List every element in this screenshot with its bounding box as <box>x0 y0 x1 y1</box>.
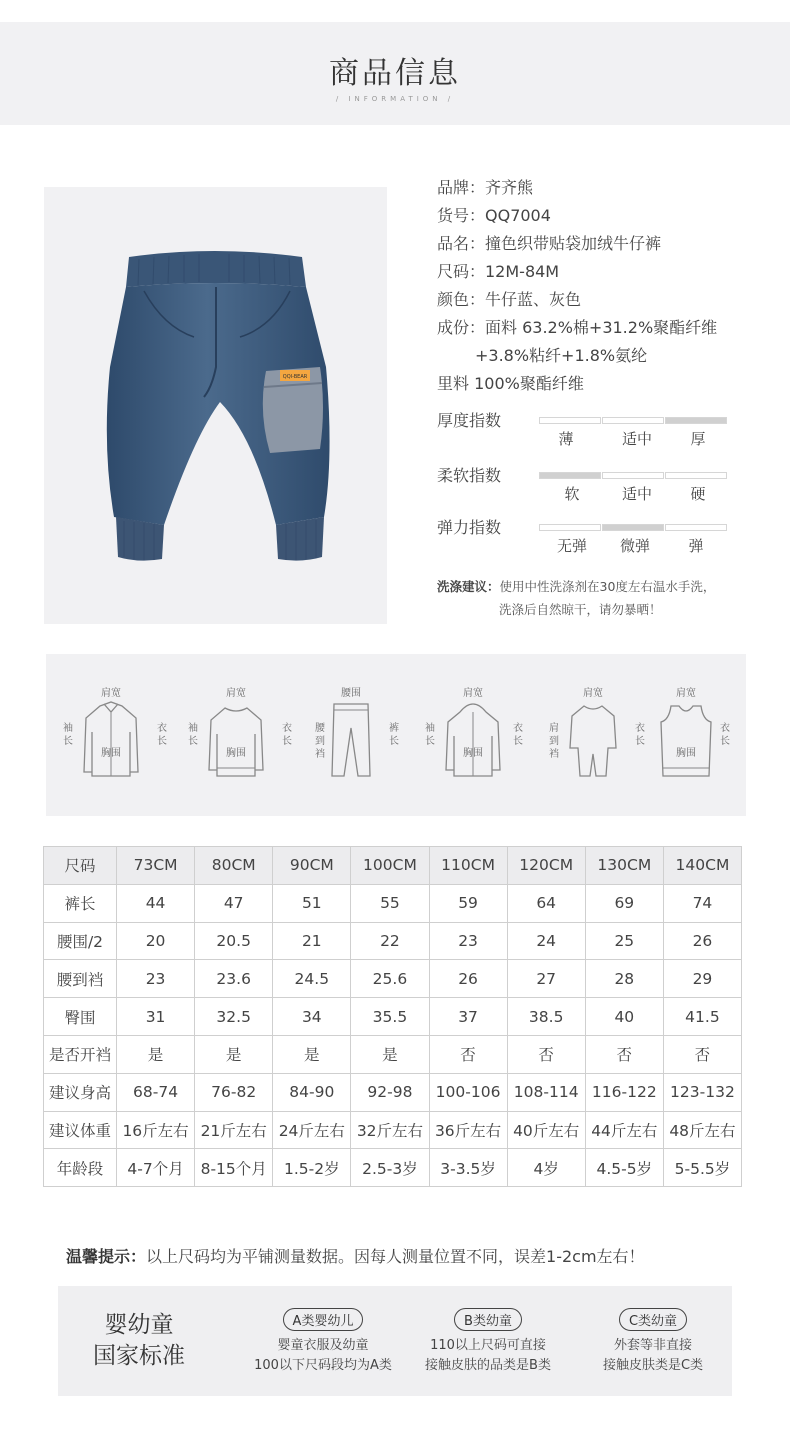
figure-vest <box>631 654 741 816</box>
table-cell: 31 <box>117 998 195 1036</box>
table-cell: 23 <box>117 960 195 998</box>
table-cell: 23.6 <box>195 960 273 998</box>
measurement-guide <box>46 654 746 816</box>
table-cell: 64 <box>507 884 585 922</box>
table-cell: 123-132 <box>663 1073 741 1111</box>
figure-sweater <box>181 654 291 816</box>
index-bar <box>665 472 727 479</box>
index-bar-selected <box>602 524 664 531</box>
figure-center-label: 胸围 <box>676 748 696 759</box>
index-bar <box>602 472 664 479</box>
wash-line2: 洗涤后自然晾干，请勿暴晒！ <box>499 602 662 617</box>
figure-top-label: 肩宽 <box>676 688 696 699</box>
figure-center-label: 胸围 <box>101 748 121 759</box>
table-cell: 建议体重 <box>44 1111 117 1149</box>
class-badge: B类幼童 <box>454 1308 522 1331</box>
figure-right-label: 裤 长 <box>389 723 399 747</box>
figure-shirt <box>56 654 166 816</box>
table-header-cell: 90CM <box>273 847 351 885</box>
brand-patch-text: QQI-BEAR <box>282 374 308 380</box>
table-cell: 38.5 <box>507 998 585 1036</box>
table-row <box>44 960 742 998</box>
table-cell: 34 <box>273 998 351 1036</box>
standard-title <box>80 1310 198 1372</box>
index-option: 适中 <box>621 485 652 503</box>
table-row <box>44 922 742 960</box>
table-cell: 23 <box>429 922 507 960</box>
figure-pants <box>296 654 406 816</box>
figure-center-label: 胸围 <box>226 748 246 759</box>
table-row <box>44 884 742 922</box>
index-option: 适中 <box>621 430 652 448</box>
table-header-cell: 100CM <box>351 847 429 885</box>
class-desc-line1: 婴童衣服及幼童 <box>277 1338 369 1353</box>
index-option: 微弹 <box>619 537 650 555</box>
index-option: 无弹 <box>556 537 587 555</box>
figure-top-label: 肩宽 <box>583 688 603 699</box>
table-cell: 21 <box>273 922 351 960</box>
table-row <box>44 1111 742 1149</box>
index-bar <box>539 524 601 531</box>
table-header-row <box>44 847 742 885</box>
table-header-cell: 110CM <box>429 847 507 885</box>
shirt-icon <box>80 698 142 780</box>
figure-right-label: 衣 长 <box>635 723 645 747</box>
index-bar-selected <box>665 417 727 424</box>
table-cell: 腰到裆 <box>44 960 117 998</box>
table-cell: 36斤左右 <box>429 1111 507 1149</box>
tip-label: 温馨提示： <box>66 1247 147 1266</box>
pants-icon <box>320 698 382 780</box>
class-badge: C类幼童 <box>619 1308 687 1331</box>
page-title: 商品信息 <box>329 56 461 91</box>
index-option: 弹 <box>688 537 704 555</box>
table-cell: 是 <box>117 1035 195 1073</box>
wash-advice <box>437 575 777 621</box>
table-cell: 27 <box>507 960 585 998</box>
figure-hoodie <box>418 654 528 816</box>
standard-title-line1: 婴幼童 <box>104 1312 174 1338</box>
figure-top-label: 肩宽 <box>463 688 483 699</box>
table-cell: 32斤左右 <box>351 1111 429 1149</box>
info-color: 颜色：牛仔蓝、灰色 <box>437 290 582 309</box>
measurement-tip <box>66 1244 645 1267</box>
table-cell: 4岁 <box>507 1149 585 1187</box>
table-cell: 26 <box>663 922 741 960</box>
table-cell: 51 <box>273 884 351 922</box>
index-bar <box>665 524 727 531</box>
elasticity-index <box>437 515 757 571</box>
table-cell: 44斤左右 <box>585 1111 663 1149</box>
table-cell: 16斤左右 <box>117 1111 195 1149</box>
figure-top-label: 腰围 <box>341 688 361 699</box>
softness-index <box>437 463 757 519</box>
tip-text: 以上尺码均为平铺测量数据。因每人测量位置不同，误差1-2cm左右！ <box>146 1247 645 1266</box>
romper-icon <box>562 698 624 780</box>
table-cell: 20.5 <box>195 922 273 960</box>
table-cell: 100-106 <box>429 1073 507 1111</box>
class-c <box>568 1308 738 1376</box>
table-row <box>44 998 742 1036</box>
table-row <box>44 1149 742 1187</box>
size-table <box>43 846 742 1187</box>
index-label: 柔软指数 <box>437 466 502 485</box>
table-cell: 76-82 <box>195 1073 273 1111</box>
table-cell: 32.5 <box>195 998 273 1036</box>
table-cell: 84-90 <box>273 1073 351 1111</box>
figure-left-label: 腰 到 裆 <box>315 723 325 760</box>
table-cell: 否 <box>663 1035 741 1073</box>
table-cell: 74 <box>663 884 741 922</box>
table-cell: 26 <box>429 960 507 998</box>
class-a <box>238 1308 408 1376</box>
table-cell: 29 <box>663 960 741 998</box>
sweater-icon <box>205 698 267 780</box>
table-cell: 腰围/2 <box>44 922 117 960</box>
hoodie-icon <box>442 698 504 780</box>
index-label: 厚度指数 <box>437 411 502 430</box>
table-cell: 24.5 <box>273 960 351 998</box>
table-header-cell: 140CM <box>663 847 741 885</box>
index-option: 厚 <box>690 430 706 448</box>
table-cell: 是 <box>195 1035 273 1073</box>
table-cell: 否 <box>429 1035 507 1073</box>
table-row <box>44 1073 742 1111</box>
table-cell: 4.5-5岁 <box>585 1149 663 1187</box>
table-cell: 25.6 <box>351 960 429 998</box>
table-cell: 28 <box>585 960 663 998</box>
vest-icon <box>655 698 717 780</box>
figure-top-label: 肩宽 <box>226 688 246 699</box>
table-cell: 1.5-2岁 <box>273 1149 351 1187</box>
figure-top-label: 肩宽 <box>101 688 121 699</box>
figure-left-label: 袖 长 <box>425 723 435 747</box>
table-cell: 是 <box>273 1035 351 1073</box>
table-cell: 是 <box>351 1035 429 1073</box>
page-subtitle: / INFORMATION / <box>335 95 455 103</box>
table-cell: 24斤左右 <box>273 1111 351 1149</box>
table-cell: 108-114 <box>507 1073 585 1111</box>
table-cell: 21斤左右 <box>195 1111 273 1149</box>
table-cell: 24 <box>507 922 585 960</box>
table-cell: 55 <box>351 884 429 922</box>
info-brand: 品牌：齐齐熊 <box>437 178 534 197</box>
table-cell: 裤长 <box>44 884 117 922</box>
table-cell: 35.5 <box>351 998 429 1036</box>
table-cell: 否 <box>585 1035 663 1073</box>
figure-right-label: 衣 长 <box>720 723 730 747</box>
table-cell: 22 <box>351 922 429 960</box>
table-cell: 44 <box>117 884 195 922</box>
wash-label: 洗涤建议： <box>437 579 500 594</box>
standard-title-line2: 国家标准 <box>93 1343 185 1369</box>
index-label: 弹力指数 <box>437 518 502 537</box>
figure-left-label: 肩 到 裆 <box>549 723 559 760</box>
info-sku: 货号：QQ7004 <box>437 206 551 225</box>
table-cell: 建议身高 <box>44 1073 117 1111</box>
info-size: 尺码：12M-84M <box>437 262 560 281</box>
national-standard <box>58 1286 732 1396</box>
table-cell: 48斤左右 <box>663 1111 741 1149</box>
figure-left-label: 袖 长 <box>63 723 73 747</box>
class-desc-line2: 接触皮肤类是C类 <box>602 1358 704 1373</box>
table-header-cell: 130CM <box>585 847 663 885</box>
table-cell: 41.5 <box>663 998 741 1036</box>
table-cell: 20 <box>117 922 195 960</box>
table-row <box>44 1035 742 1073</box>
figure-right-label: 衣 长 <box>282 723 292 747</box>
info-lining: 里料 100%聚酯纤维 <box>437 374 584 393</box>
table-cell: 5-5.5岁 <box>663 1149 741 1187</box>
jeans-illustration <box>44 187 387 624</box>
table-cell: 68-74 <box>117 1073 195 1111</box>
table-header-cell: 尺码 <box>44 847 117 885</box>
figure-center-label: 胸围 <box>463 748 483 759</box>
info-composition-cont: +3.8%粘纤+1.8%氨纶 <box>475 346 648 365</box>
table-header-cell: 120CM <box>507 847 585 885</box>
table-cell: 25 <box>585 922 663 960</box>
index-bar <box>539 417 601 424</box>
table-cell: 116-122 <box>585 1073 663 1111</box>
table-cell: 40斤左右 <box>507 1111 585 1149</box>
table-header-cell: 73CM <box>117 847 195 885</box>
table-cell: 2.5-3岁 <box>351 1149 429 1187</box>
table-cell: 否 <box>507 1035 585 1073</box>
class-b <box>403 1308 573 1376</box>
class-desc-line1: 110以上尺码可直接 <box>430 1338 546 1353</box>
index-option: 软 <box>564 485 580 503</box>
index-option: 硬 <box>690 485 706 503</box>
table-cell: 59 <box>429 884 507 922</box>
table-cell: 年龄段 <box>44 1149 117 1187</box>
class-desc-line1: 外套等非直接 <box>613 1338 692 1353</box>
table-cell: 47 <box>195 884 273 922</box>
info-composition: 成份：面料 63.2%棉+31.2%聚酯纤维 <box>437 318 718 337</box>
info-name: 品名：撞色织带贴袋加绒牛仔裤 <box>437 234 662 253</box>
table-cell: 是否开裆 <box>44 1035 117 1073</box>
thickness-index <box>437 408 757 464</box>
section-header <box>0 22 790 125</box>
product-photo <box>44 187 387 624</box>
table-cell: 69 <box>585 884 663 922</box>
table-cell: 臀围 <box>44 998 117 1036</box>
wash-line1: 使用中性洗涤剂在30度左右温水手洗， <box>499 579 716 594</box>
table-cell: 4-7个月 <box>117 1149 195 1187</box>
table-header-cell: 80CM <box>195 847 273 885</box>
class-desc-line2: 接触皮肤的品类是B类 <box>425 1358 551 1373</box>
index-option: 薄 <box>558 430 574 448</box>
product-info <box>437 174 777 398</box>
class-badge: A类婴幼儿 <box>283 1308 364 1331</box>
figure-right-label: 衣 长 <box>513 723 523 747</box>
table-cell: 3-3.5岁 <box>429 1149 507 1187</box>
table-cell: 8-15个月 <box>195 1149 273 1187</box>
class-desc-line2: 100以下尺码段均为A类 <box>254 1358 392 1373</box>
table-cell: 37 <box>429 998 507 1036</box>
table-cell: 92-98 <box>351 1073 429 1111</box>
index-bar <box>602 417 664 424</box>
figure-left-label: 袖 长 <box>188 723 198 747</box>
table-cell: 40 <box>585 998 663 1036</box>
index-bar-selected <box>539 472 601 479</box>
figure-right-label: 衣 长 <box>157 723 167 747</box>
